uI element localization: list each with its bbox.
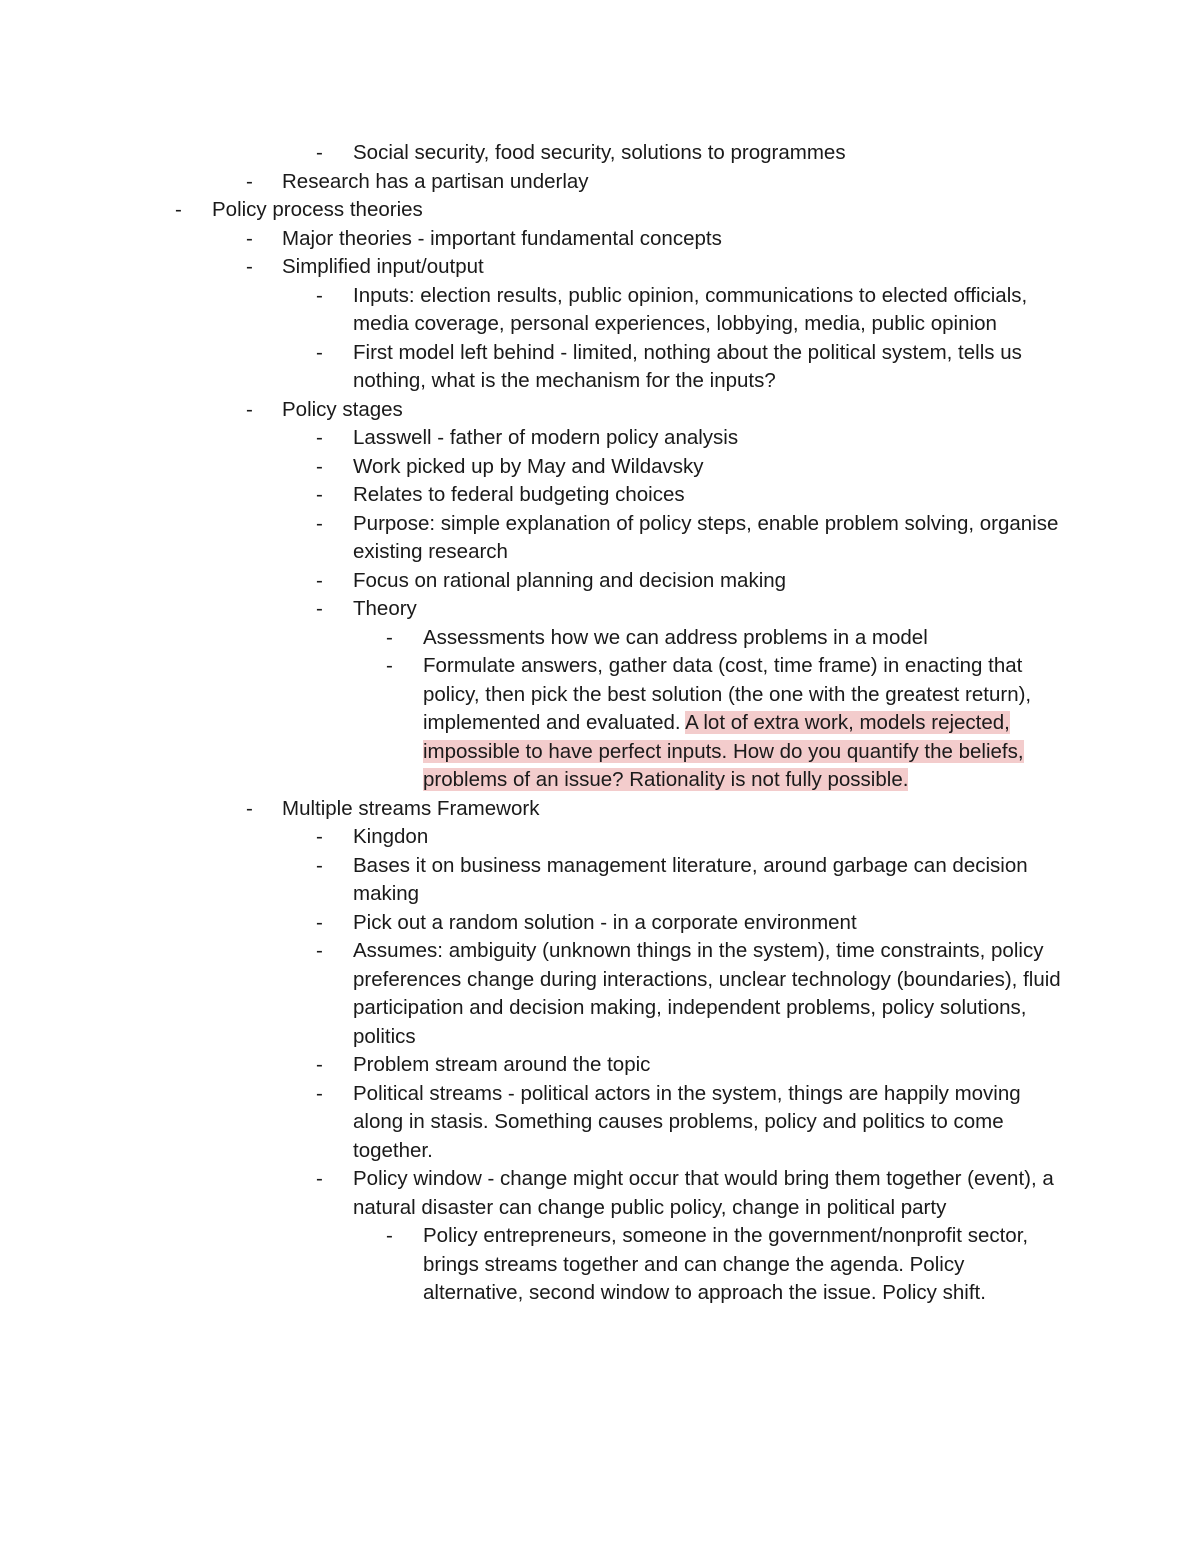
list-item xyxy=(0,253,1200,282)
item-text: Policy process theories xyxy=(212,198,423,221)
bullet-dash: - xyxy=(316,910,323,934)
item-text: Focus on rational planning and decision making xyxy=(353,568,787,592)
list-item xyxy=(0,339,1200,396)
list-item-text xyxy=(353,937,1065,1051)
list-item xyxy=(0,1051,1200,1080)
list-item-text xyxy=(282,168,1072,197)
list-item xyxy=(0,196,1200,225)
list-item-text xyxy=(353,481,1065,510)
item-text: Purpose: simple explanation of policy steps, enable problem solving, organise existing research xyxy=(353,511,1059,563)
bullet-dash: - xyxy=(316,1167,323,1190)
bullet-dash: - xyxy=(316,141,323,164)
bullet-dash: - xyxy=(316,853,323,877)
item-text: Problem stream around the topic xyxy=(353,1053,651,1076)
list-item-text xyxy=(353,1080,1065,1166)
item-text: Theory xyxy=(353,597,417,620)
list-item-text xyxy=(353,909,1065,938)
item-text: Policy entrepreneurs, someone in the government/nonprofit sector, brings streams together and can change the agenda. Policy alternative, second window to approach the issue. Policy shift. xyxy=(423,1224,1029,1304)
list-item-text xyxy=(282,253,1072,282)
bullet-dash: - xyxy=(316,283,323,307)
list-item-text xyxy=(282,396,1072,425)
list-item xyxy=(0,624,1200,653)
list-item xyxy=(0,396,1200,425)
bullet-dash: - xyxy=(246,255,253,278)
list-item xyxy=(0,424,1200,453)
list-item xyxy=(0,282,1200,339)
list-item-text xyxy=(353,1051,1065,1080)
list-item xyxy=(0,652,1200,795)
list-item-text xyxy=(212,196,1072,225)
list-item xyxy=(0,852,1200,909)
list-item xyxy=(0,1222,1200,1308)
bullet-dash: - xyxy=(316,426,323,449)
item-text: Relates to federal budgeting choices xyxy=(353,483,685,506)
bullet-dash: - xyxy=(316,939,323,962)
bullet-dash: - xyxy=(246,169,253,193)
list-item xyxy=(0,225,1200,254)
bullet-dash: - xyxy=(386,1224,393,1247)
bullet-dash: - xyxy=(386,625,393,649)
list-item-text xyxy=(423,652,1063,795)
list-item-text xyxy=(353,139,1065,168)
list-item-text xyxy=(353,453,1065,482)
item-text: Inputs: election results, public opinion, communications to elected officials, media coverage, personal experiences, lobbying, media, public opinion xyxy=(353,283,1028,335)
bullet-dash: - xyxy=(386,654,393,677)
bullet-dash: - xyxy=(246,796,253,820)
list-item xyxy=(0,909,1200,938)
list-item-text xyxy=(353,823,1065,852)
list-item xyxy=(0,453,1200,482)
notes-outline xyxy=(0,139,1200,1308)
list-item-text xyxy=(353,567,1065,596)
bullet-dash: - xyxy=(316,568,323,592)
bullet-dash: - xyxy=(316,511,323,535)
item-text: Social security, food security, solutions to programmes xyxy=(353,141,846,164)
list-item-text xyxy=(353,424,1065,453)
bullet-dash: - xyxy=(175,198,182,221)
item-text: Bases it on business management literature, around garbage can decision making xyxy=(353,853,1028,905)
item-text: Kingdon xyxy=(353,825,429,848)
list-item xyxy=(0,795,1200,824)
bullet-dash: - xyxy=(316,454,323,478)
item-text: Political streams - political actors in the system, things are happily moving along in stasis. Something causes problems, policy and politics to come together. xyxy=(353,1081,1021,1162)
item-text: Pick out a random solution - in a corporate environment xyxy=(353,910,857,934)
item-text: Formulate answers, gather data (cost, time frame) in enacting that policy, then pick the best solution (the one with the greatest return), implemented and evaluated. xyxy=(423,654,1032,734)
item-text: Multiple streams Framework xyxy=(282,796,540,820)
list-item-text xyxy=(353,595,1065,624)
item-text: Assessments how we can address problems in a model xyxy=(423,625,928,649)
bullet-dash: - xyxy=(246,226,253,250)
list-item xyxy=(0,139,1200,168)
list-item xyxy=(0,937,1200,1051)
list-item-text xyxy=(423,1222,1063,1308)
bullet-dash: - xyxy=(316,597,323,620)
list-item xyxy=(0,1080,1200,1166)
list-item-text xyxy=(353,339,1065,396)
list-item xyxy=(0,823,1200,852)
list-item xyxy=(0,567,1200,596)
item-text: Policy window - change might occur that would bring them together (event), a natural disaster can change public policy, change in political party xyxy=(353,1167,1054,1219)
list-item-text xyxy=(282,225,1072,254)
item-text: Assumes: ambiguity (unknown things in the system), time constraints, policy preferences change during interactions, unclear technology (boundaries), fluid participation and decision making, independent problems, policy solutions, politics xyxy=(353,939,1061,1048)
item-text: Lasswell - father of modern policy analysis xyxy=(353,426,739,449)
list-item xyxy=(0,510,1200,567)
item-text: Major theories - important fundamental concepts xyxy=(282,226,722,250)
item-text: Simplified input/output xyxy=(282,255,484,278)
bullet-dash: - xyxy=(316,825,323,848)
list-item xyxy=(0,481,1200,510)
list-item xyxy=(0,595,1200,624)
bullet-dash: - xyxy=(316,1053,323,1076)
item-text: Policy stages xyxy=(282,397,403,421)
bullet-dash: - xyxy=(316,1081,323,1105)
highlighted-text: A lot of extra work, models rejected, impossible to have perfect inputs. How do you quantify the beliefs, problems of an issue? Rationality is not fully possible. xyxy=(423,711,1024,791)
bullet-dash: - xyxy=(316,340,323,364)
bullet-dash: - xyxy=(316,483,323,506)
list-item-text xyxy=(353,852,1065,909)
list-item xyxy=(0,1165,1200,1222)
list-item-text xyxy=(353,1165,1065,1222)
list-item-text xyxy=(353,510,1065,567)
list-item xyxy=(0,168,1200,197)
list-item-text xyxy=(353,282,1065,339)
item-text: First model left behind - limited, nothing about the political system, tells us nothing, what is the mechanism for the inputs? xyxy=(353,340,1022,392)
list-item-text xyxy=(282,795,1072,824)
bullet-dash: - xyxy=(246,397,253,421)
item-text: Research has a partisan underlay xyxy=(282,169,589,193)
item-text: Work picked up by May and Wildavsky xyxy=(353,454,704,478)
list-item-text xyxy=(423,624,1063,653)
